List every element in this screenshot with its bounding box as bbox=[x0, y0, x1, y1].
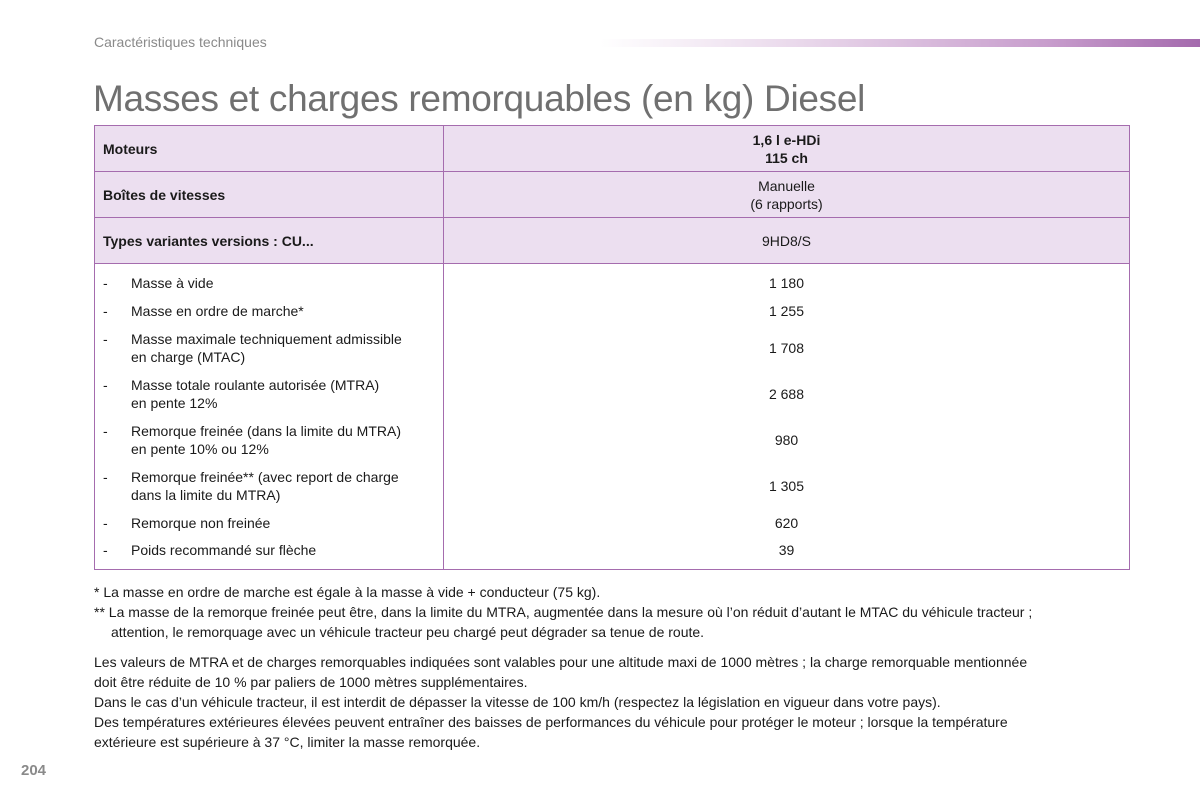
table-row bbox=[95, 537, 1130, 570]
engines-row bbox=[95, 126, 1130, 172]
variants-value: 9HD8/S bbox=[444, 218, 1130, 264]
row-label-line1: Masse maximale techniquement admissible bbox=[131, 330, 402, 347]
page-title: Masses et charges remorquables (en kg) Diesel bbox=[93, 78, 866, 119]
table-row bbox=[95, 417, 1130, 463]
footnote-2-line2: attention, le remorquage avec un véhicule tracteur peu chargé peut dégrader sa tenue de route. bbox=[111, 624, 705, 640]
row-value: 1 180 bbox=[444, 264, 1130, 297]
note-temperature-line1: Des températures extérieures élevées peuvent entraîner des baisses de performances du véhicule pour protéger le moteur ; lorsque la température bbox=[94, 714, 1008, 730]
footnote-1: * La masse en ordre de marche est égale à la masse à vide + conducteur (75 kg). bbox=[94, 584, 601, 600]
engine-power: 115 ch bbox=[765, 149, 808, 166]
note-speed: Dans le cas d’un véhicule tracteur, il est interdit de dépasser la vitesse de 100 km/h (respectez la législation en vigueur dans votre pays). bbox=[94, 694, 941, 710]
row-dash: - bbox=[103, 514, 108, 531]
row-label bbox=[131, 422, 443, 458]
footnotes bbox=[94, 582, 1134, 642]
gearbox-row bbox=[95, 172, 1130, 218]
row-dash: - bbox=[103, 542, 108, 559]
table-row bbox=[95, 297, 1130, 325]
towing-notes bbox=[94, 652, 1134, 752]
note-altitude-line1: Les valeurs de MTRA et de charges remorquables indiquées sont valables pour une altitude maxi de 1000 mètres ; la charge remorquable mentionnée bbox=[94, 654, 1028, 670]
row-label bbox=[131, 330, 443, 366]
row-value: 39 bbox=[444, 537, 1130, 570]
row-label-line1: Remorque non freinée bbox=[131, 514, 271, 531]
row-value: 1 708 bbox=[444, 325, 1130, 371]
table-row bbox=[95, 325, 1130, 371]
footnote-2-line1: ** La masse de la remorque freinée peut être, dans la limite du MTRA, augmentée dans la mesure où l’on réduit d’autant le MTAC du véhicule tracteur ; bbox=[94, 604, 1033, 620]
engines-value bbox=[444, 126, 1130, 172]
table-row bbox=[95, 509, 1130, 537]
row-label bbox=[131, 468, 443, 504]
section-label: Caractéristiques techniques bbox=[94, 34, 267, 50]
row-dash: - bbox=[103, 376, 108, 393]
row-label-line2: en pente 12% bbox=[131, 394, 218, 411]
row-dash: - bbox=[103, 422, 108, 439]
row-label bbox=[131, 514, 443, 532]
table-row bbox=[95, 371, 1130, 417]
row-label-line2: en charge (MTAC) bbox=[131, 348, 246, 365]
row-value: 980 bbox=[444, 417, 1130, 463]
header-decor-bar bbox=[600, 39, 1200, 47]
row-dash: - bbox=[103, 330, 108, 347]
gearbox-value bbox=[444, 172, 1130, 218]
row-dash: - bbox=[103, 302, 108, 319]
row-label-line1: Remorque freinée** (avec report de charge bbox=[131, 468, 399, 485]
table-row bbox=[95, 264, 1130, 297]
gearbox-label: Boîtes de vitesses bbox=[95, 172, 444, 218]
engines-label: Moteurs bbox=[95, 126, 444, 172]
mass-specs-table bbox=[94, 125, 1130, 570]
row-label-line1: Poids recommandé sur flèche bbox=[131, 542, 317, 559]
row-label bbox=[131, 376, 443, 412]
row-label bbox=[131, 274, 443, 292]
row-label-line1: Remorque freinée (dans la limite du MTRA) bbox=[131, 422, 401, 439]
note-altitude-line2: doit être réduite de 10 % par paliers de 1000 mètres supplémentaires. bbox=[94, 674, 528, 690]
gearbox-type: Manuelle bbox=[758, 177, 815, 194]
gearbox-detail: (6 rapports) bbox=[750, 195, 823, 212]
engine-name: 1,6 l e-HDi bbox=[752, 131, 821, 148]
row-label-line2: dans la limite du MTRA) bbox=[131, 486, 281, 503]
row-label-line1: Masse totale roulante autorisée (MTRA) bbox=[131, 376, 380, 393]
row-value: 620 bbox=[444, 509, 1130, 537]
row-label-line1: Masse à vide bbox=[131, 274, 214, 291]
row-value: 2 688 bbox=[444, 371, 1130, 417]
row-label bbox=[131, 302, 443, 320]
row-dash: - bbox=[103, 274, 108, 291]
variants-row bbox=[95, 218, 1130, 264]
row-label-line2: en pente 10% ou 12% bbox=[131, 440, 269, 457]
row-dash: - bbox=[103, 468, 108, 485]
note-temperature-line2: extérieure est supérieure à 37 °C, limiter la masse remorquée. bbox=[94, 734, 481, 750]
page-number: 204 bbox=[21, 762, 47, 779]
row-label bbox=[131, 541, 443, 559]
variants-label: Types variantes versions : CU... bbox=[95, 218, 444, 264]
row-value: 1 305 bbox=[444, 463, 1130, 509]
table-row bbox=[95, 463, 1130, 509]
row-value: 1 255 bbox=[444, 297, 1130, 325]
row-label-line1: Masse en ordre de marche* bbox=[131, 302, 304, 319]
